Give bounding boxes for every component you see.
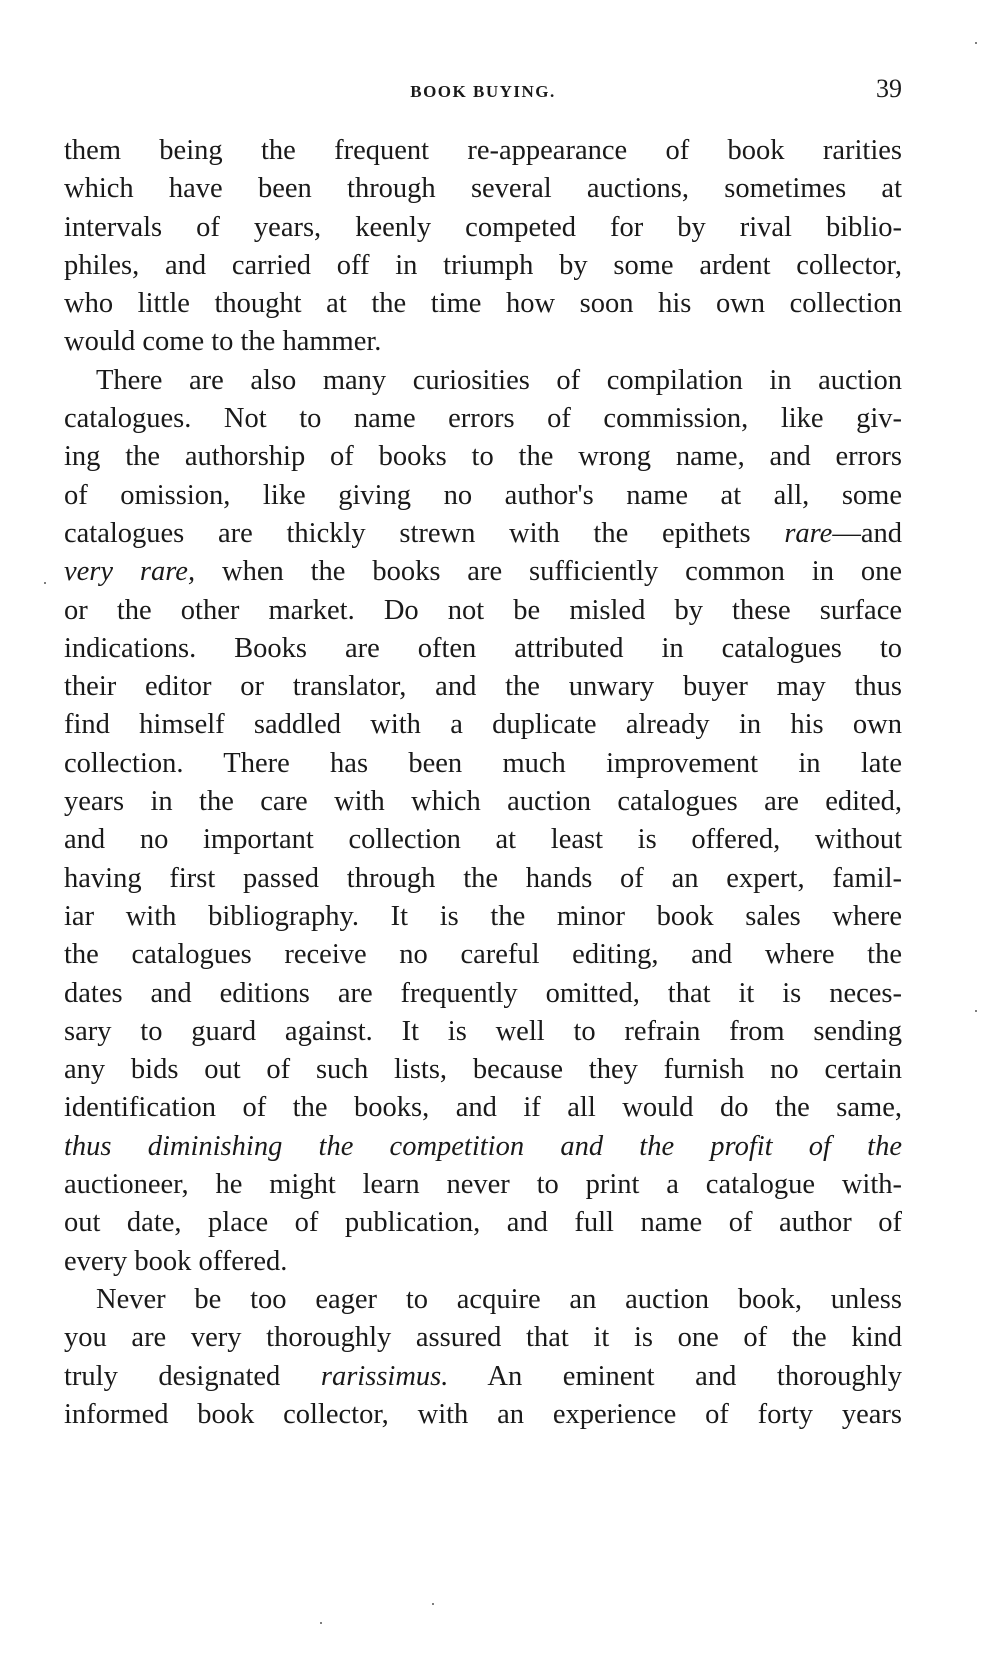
text-line: any bids out of such lists, because they furnish no certain — [64, 1054, 902, 1086]
text-segment: when the books are sufficiently common in one — [195, 556, 902, 588]
italic-text: very rare, — [64, 556, 196, 588]
text-segment: catalogues are thickly strewn with the epithets — [64, 517, 785, 549]
text-line: find himself saddled with a duplicate already in his own — [64, 709, 902, 741]
text-line: which have been through several auctions, sometimes at — [64, 173, 902, 205]
running-head: BOOK BUYING. — [410, 82, 556, 101]
text-line — [64, 553, 902, 591]
paper-speck — [432, 1603, 434, 1605]
paper-speck — [975, 42, 977, 44]
italic-text: rarissimus. — [320, 1360, 449, 1392]
text-line: indications. Books are often attributed in catalogues to — [64, 632, 902, 664]
text-line: or the other market. Do not be misled by these surface — [64, 594, 902, 626]
text-line: identification of the books, and if all would do the same, — [64, 1092, 902, 1124]
paper-speck — [320, 1622, 322, 1624]
text-line: ing the authorship of books to the wrong name, and errors — [64, 441, 902, 473]
text-line: their editor or translator, and the unwary buyer may thus — [64, 671, 902, 703]
text-segment: truly designated — [64, 1360, 321, 1392]
text-line: collection. There has been much improvement in late — [64, 747, 902, 779]
page-header — [64, 74, 902, 114]
text-line: having first passed through the hands of an expert, famil- — [64, 862, 902, 894]
text-segment: An eminent and thoroughly — [448, 1360, 902, 1392]
italic-text: rare — [784, 517, 833, 549]
text-line — [64, 1358, 902, 1396]
text-line: sary to guard against. It is well to refrain from sending — [64, 1015, 902, 1047]
text-line: dates and editions are frequently omitted, that it is neces- — [64, 977, 902, 1009]
text-line: the catalogues receive no careful editing, and where the — [64, 939, 902, 971]
text-line: catalogues. Not to name errors of commission, like giv- — [64, 403, 902, 435]
text-line: intervals of years, keenly competed for by rival biblio- — [64, 211, 902, 243]
text-line: thus diminishing the competition and the profit of the — [64, 1130, 902, 1162]
text-segment: —and — [832, 517, 902, 549]
body-text — [64, 132, 902, 1434]
text-line: every book offered. — [64, 1245, 288, 1277]
text-line: years in the care with which auction catalogues are edited, — [64, 786, 902, 818]
paper-speck — [44, 582, 46, 584]
text-line: who little thought at the time how soon his own collection — [64, 288, 902, 320]
text-line — [64, 515, 902, 553]
text-line: philes, and carried off in triumph by some ardent collector, — [64, 249, 902, 281]
text-line: you are very thoroughly assured that it is one of the kind — [64, 1322, 902, 1354]
text-line: Never be too eager to acquire an auction book, unless — [96, 1283, 902, 1315]
text-line: iar with bibliography. It is the minor book sales where — [64, 900, 902, 932]
text-line: of omission, like giving no author's name at all, some — [64, 479, 902, 511]
text-line: would come to the hammer. — [64, 326, 382, 358]
text-line: There are also many curiosities of compilation in auction — [96, 364, 902, 396]
text-line: them being the frequent re-appearance of book rarities — [64, 135, 902, 166]
text-line: auctioneer, he might learn never to print a catalogue with- — [64, 1169, 902, 1201]
text-line: and no important collection at least is offered, without — [64, 824, 902, 856]
text-line: out date, place of publication, and full name of author of — [64, 1207, 902, 1239]
page-number: 39 — [876, 74, 902, 103]
text-line: informed book collector, with an experience of forty years — [64, 1398, 902, 1430]
paper-speck — [975, 1010, 977, 1012]
